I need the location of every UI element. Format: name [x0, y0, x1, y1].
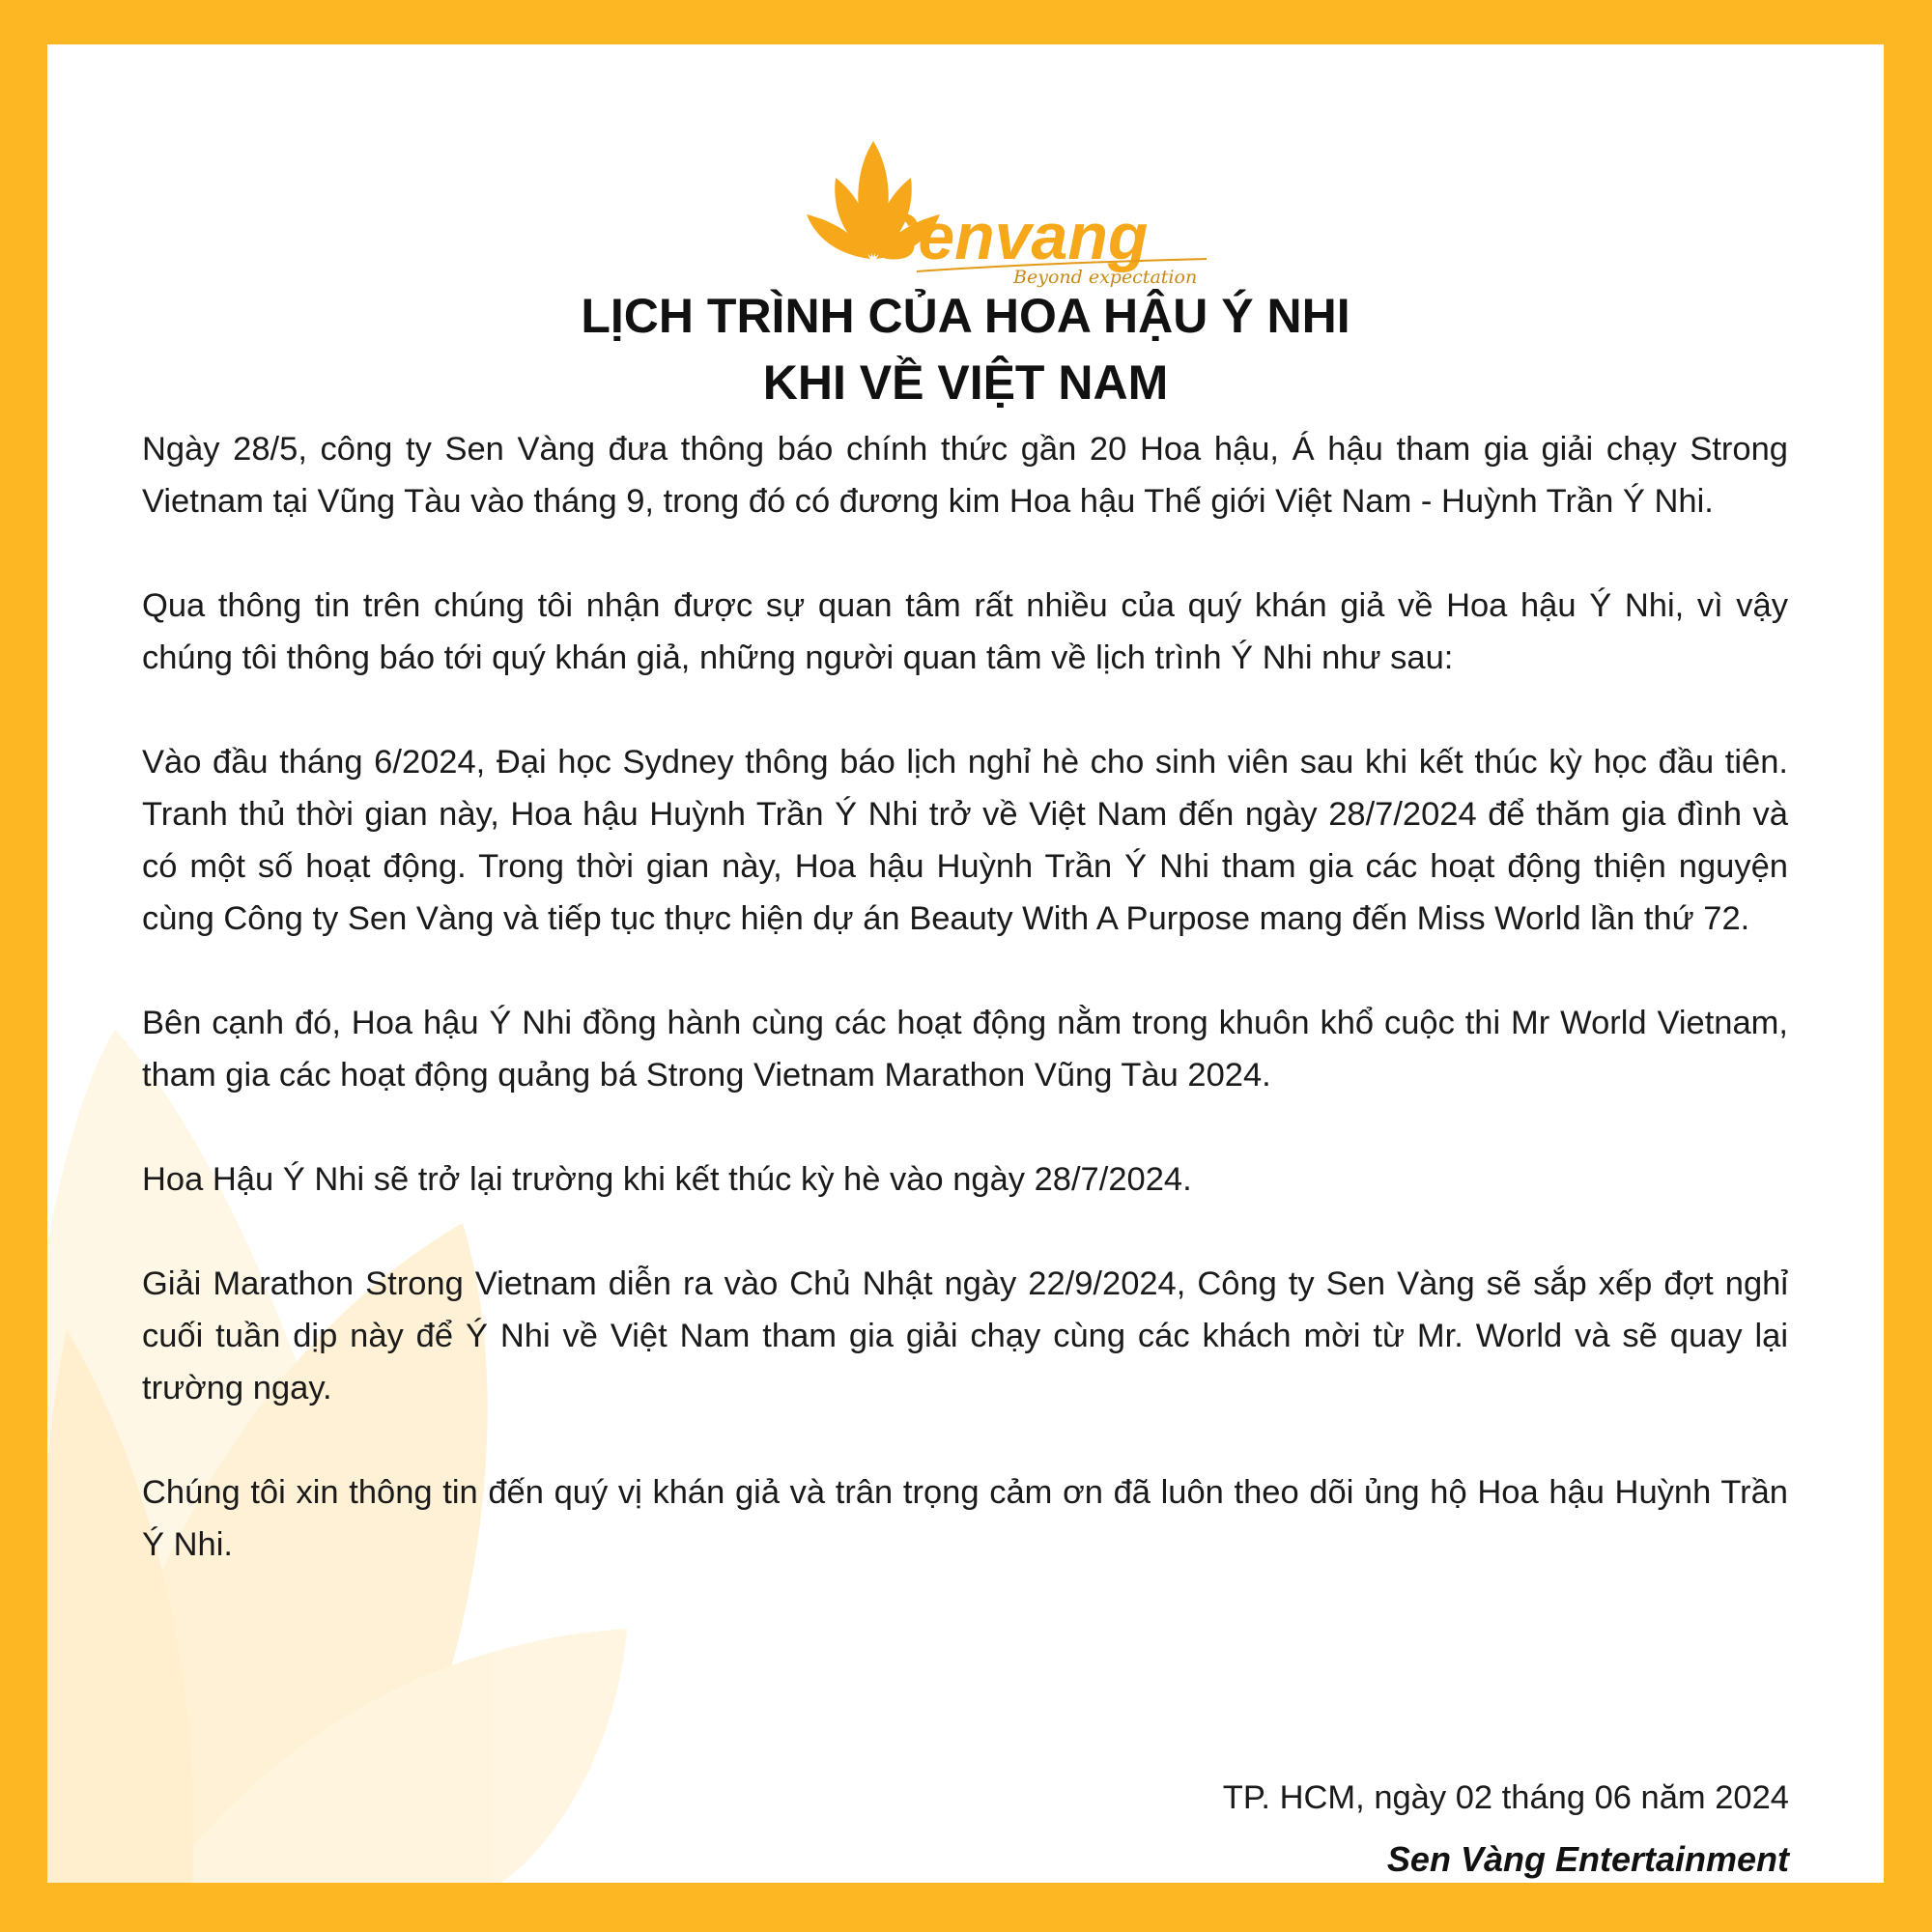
paragraph: Giải Marathon Strong Vietnam diễn ra vào Chủ Nhật ngày 22/9/2024, Công ty Sen Vàng sẽ sắp xếp đợt nghỉ cuối tuần dịp này để Ý Nhi về Việt Nam tham gia giải chạy cùng các khách mời từ Mr. World và sẽ quay lại trường ngay.: [142, 1265, 1788, 1406]
announcement-body: [142, 423, 1788, 1571]
date-line: TP. HCM, ngày 02 tháng 06 năm 2024: [1222, 1779, 1789, 1816]
paragraph: Qua thông tin trên chúng tôi nhận được sự quan tâm rất nhiều của quý khán giả về Hoa hậu Ý Nhi, vì vậy chúng tôi thông báo tới quý khán giả, những người quan tâm về lịch trình Ý Nhi như sau:: [142, 587, 1788, 676]
announcement-title-line1: LỊCH TRÌNH CỦA HOA HẬU Ý NHI: [581, 289, 1350, 343]
paragraph: Ngày 28/5, công ty Sen Vàng đưa thông báo chính thức gần 20 Hoa hậu, Á hậu tham gia giải chạy Strong Vietnam tại Vũng Tàu vào tháng 9, trong đó có đương kim Hoa hậu Thế giới Việt Nam - Huỳnh Trần Ý Nhi.: [142, 431, 1788, 520]
announcement-card: [47, 44, 1884, 1883]
senvang-logo: [781, 83, 1245, 291]
paragraph: Hoa Hậu Ý Nhi sẽ trở lại trường khi kết thúc kỳ hè vào ngày 28/7/2024.: [142, 1161, 1192, 1198]
paragraph: Chúng tôi xin thông tin đến quý vị khán giả và trân trọng cảm ơn đã luôn theo dõi ủng hộ Hoa hậu Huỳnh Trần Ý Nhi.: [142, 1474, 1788, 1563]
paragraph: Bên cạnh đó, Hoa hậu Ý Nhi đồng hành cùng các hoạt động nằm trong khuôn khổ cuộc thi Mr World Vietnam, tham gia các hoạt động quảng bá Strong Vietnam Marathon Vũng Tàu 2024.: [142, 1005, 1788, 1094]
brand-tagline: Beyond expectation: [1013, 267, 1198, 288]
announcement-title-line2: KHI VỀ VIỆT NAM: [762, 355, 1169, 410]
brand-wordmark: Senvang: [874, 200, 1149, 273]
signature: Sen Vàng Entertainment: [1386, 1839, 1789, 1879]
paragraph: Vào đầu tháng 6/2024, Đại học Sydney thông báo lịch nghỉ hè cho sinh viên sau khi kết thúc kỳ học đầu tiên. Tranh thủ thời gian này, Hoa hậu Huỳnh Trần Ý Nhi trở về Việt Nam đến ngày 28/7/2024 để thăm gia đình và có một số hoạt động. Trong thời gian này, Hoa hậu Huỳnh Trần Ý Nhi tham gia các hoạt động thiện nguyện cùng Công ty Sen Vàng và tiếp tục thực hiện dự án Beauty With A Purpose mang đến Miss World lần thứ 72.: [142, 744, 1788, 937]
